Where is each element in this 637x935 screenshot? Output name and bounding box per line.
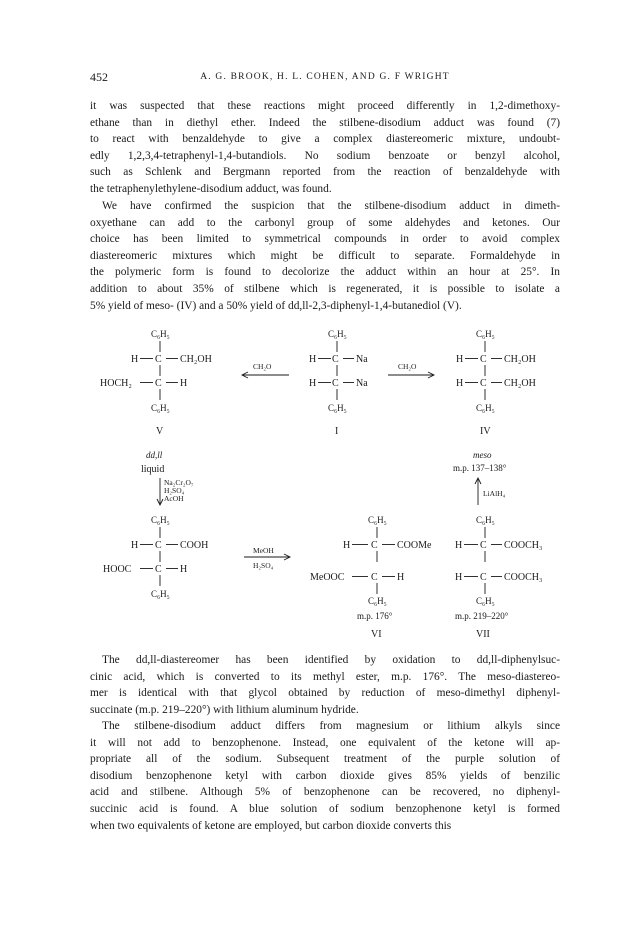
V-hoch2: HOCH₂ (100, 378, 132, 389)
acid-hooc: HOOC (103, 564, 132, 575)
I-phenyl-top: C₆H₅ (328, 329, 347, 339)
IV-phenyl-bottom: C₆H₅ (476, 403, 495, 413)
V-ch2oh: CH₂OH (180, 354, 212, 365)
acid-phenyl-top: C₆H₅ (151, 515, 170, 525)
V-label: V (156, 426, 164, 437)
VI-c-bottom: C (371, 572, 378, 583)
text-line: mer is identical with that glycol obtained by reduction of meso-dimethyl diphenyl- (90, 687, 560, 700)
text-line: ethane than in diethyl ether. Indeed the stilbene-disodium adduct was found (7) (90, 116, 560, 129)
I-label: I (335, 426, 339, 437)
IV-c-bottom: C (480, 378, 487, 389)
text-line: such as Schlenk and Bergmann reported from the reaction of benzaldehyde with (90, 166, 560, 179)
IV-c-top: C (480, 354, 487, 365)
compound-V (100, 329, 212, 437)
text-line: acid and stilbene. Although 5% of benzophenone can be recovered, no diphenyl- (90, 786, 560, 799)
VII-phenyl-top: C₆H₅ (476, 515, 495, 525)
IV-h-top: H (456, 354, 464, 365)
VI-phenyl-top: C₆H₅ (368, 515, 387, 525)
text-line: succinate (m.p. 219–220°) with lithium aluminum hydride. (90, 703, 359, 716)
compound-I (309, 329, 368, 437)
page-number: 452 (90, 70, 108, 84)
IV-ch2oh-top: CH₂OH (504, 354, 536, 365)
compound-IV (456, 329, 536, 437)
text-line: The stilbene-disodium adduct differs from magnesium or lithium alkyls since (102, 720, 560, 732)
VII-cooch3-bottom: COOCH₃ (504, 572, 543, 583)
running-authors: A. G. BROOK, H. L. COHEN, AND G. F WRIGHT (200, 72, 450, 82)
text-line: The dd,ll-diastereomer has been identified by oxidation to dd,ll-diphenylsuc- (102, 654, 560, 666)
V-descriptor: dd,ll (146, 450, 163, 460)
compound-VI (310, 515, 432, 640)
VII-c-bottom: C (480, 572, 487, 583)
IV-ch2oh-bottom: CH₂OH (504, 378, 536, 389)
text-line: diastereomeric mixtures which might be difficult to separate. Formaldehyde in (90, 249, 560, 262)
VI-h-top: H (343, 540, 351, 551)
IV-h-bottom: H (456, 378, 464, 389)
text-line: We have confirmed the suspicion that the stilbene-disodium adduct in dimeth- (102, 200, 560, 212)
V-state: liquid (141, 464, 165, 475)
IV-phenyl-top: C₆H₅ (476, 329, 495, 339)
IV-descriptor: meso (473, 450, 492, 460)
I-c-top: C (332, 354, 339, 365)
text-line: it will not add to benzophenone. Instead, one equivalent of the ketone will ap- (90, 736, 560, 749)
I-na-top: Na (356, 354, 368, 365)
VI-coome: COOMe (397, 540, 432, 551)
VII-h-top: H (455, 540, 463, 551)
acid-cooh: COOH (180, 540, 209, 551)
text-line: choice has been limited to symmetrical compounds in order to avoid complex (90, 233, 560, 246)
text-line: it was suspected that these reactions might proceed differently in 1,2-dimethoxy- (90, 100, 560, 112)
reductant: LiAlH₄ (483, 489, 506, 498)
acid-phenyl-bottom: C₆H₅ (151, 589, 170, 599)
text-line: cinic acid, which is converted to its methyl ester, m.p. 176°. The meso-diastereo- (90, 670, 560, 683)
text-line: succinic acid is found. A blue solution of sodium benzophenone ketyl is formed (90, 802, 560, 815)
VII-label: VII (476, 629, 490, 640)
VII-mp: m.p. 219–220° (455, 611, 509, 621)
I-c-bottom: C (332, 378, 339, 389)
I-h-top: H (309, 354, 317, 365)
acid-h-bottom: H (180, 564, 188, 575)
VI-c-top: C (371, 540, 378, 551)
V-phenyl-top: C₆H₅ (151, 329, 170, 339)
text-line: 5% yield of meso- (IV) and a 50% yield of dd,ll-2,3-diphenyl-1,4-butanediol (V). (90, 299, 462, 312)
paragraph-3 (90, 652, 560, 718)
VII-phenyl-bottom: C₆H₅ (476, 596, 495, 606)
VI-mp: m.p. 176° (357, 611, 393, 621)
VI-phenyl-bottom: C₆H₅ (368, 596, 387, 606)
paragraph-2 (90, 198, 560, 314)
VII-cooch3-top: COOCH₃ (504, 540, 543, 551)
reagent-meoh: MeOH (253, 546, 274, 555)
IV-label: IV (480, 426, 491, 437)
VI-meooc: MeOOC (310, 572, 345, 583)
text-line: edly 1,2,3,4-tetraphenyl-1,4-butandiols. No sodium benzoate or benzyl alcohol, (90, 149, 560, 162)
oxidant-2: H₂SO₄ (164, 486, 185, 495)
text-line: addition to about 35% of stilbene which is regenerated, it is possible to isolate a (90, 282, 560, 295)
VI-label: VI (371, 629, 382, 640)
I-h-bottom: H (309, 378, 317, 389)
V-c-top: C (155, 354, 162, 365)
V-c-bottom: C (155, 378, 162, 389)
reagent-ch2o-right: CH₂O (398, 362, 417, 371)
compound-acid (103, 515, 208, 599)
I-phenyl-bottom: C₆H₅ (328, 403, 347, 413)
I-na-bottom: Na (356, 378, 368, 389)
V-h-bottom: H (180, 378, 188, 389)
paragraph-1 (90, 98, 560, 198)
paragraph-4 (90, 718, 560, 834)
oxidant-3: AcOH (164, 494, 184, 503)
acid-c-top: C (155, 540, 162, 551)
V-h-top: H (131, 354, 139, 365)
oxidant-1: Na₂Cr₂O₇ (164, 478, 194, 487)
V-phenyl-bottom: C₆H₅ (151, 403, 170, 413)
text-line: the polymeric form is found to decolorize the adduct within an hour at 25°. In (90, 266, 560, 279)
VI-h-bottom: H (397, 572, 405, 583)
text-line: to react with benzaldehyde to give a complex diastereomeric mixture, undoubt- (90, 133, 560, 146)
page-header (90, 70, 560, 86)
text-line: the tetraphenylethylene-disodium adduct, was found. (90, 182, 332, 195)
IV-mp: m.p. 137–138° (453, 463, 507, 473)
text-line: disodium benzophenone ketyl with carbon dioxide gives 85% yields of benzilic (90, 769, 560, 782)
text-line: when two equivalents of ketone are employed, but carbon dioxide converts this (90, 819, 452, 832)
compound-VII (455, 515, 543, 640)
acid-h-top: H (131, 540, 139, 551)
VII-h-bottom: H (455, 572, 463, 583)
VII-c-top: C (480, 540, 487, 551)
acid-c-bottom: C (155, 564, 162, 575)
reagent-h2so4: H₂SO₄ (253, 561, 274, 570)
reagent-ch2o-left: CH₂O (253, 362, 272, 371)
text-line: oxyethane can add to the carbonyl group of some aldehydes and ketones. Our (90, 216, 560, 229)
text-line: propriate all of the sodium. Subsequent treatment of the purple solution of (90, 753, 560, 766)
